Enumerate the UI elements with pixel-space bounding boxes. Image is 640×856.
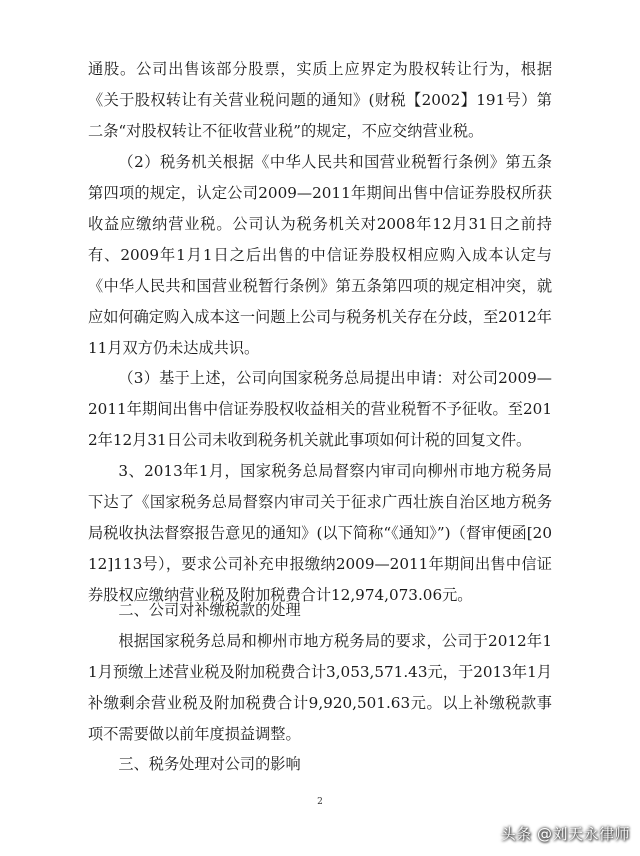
paragraph-section-3: 3、2013年1月，国家税务总局督察内审司向柳州市地方税务局下达了《国家税务总局督察内审司关于征求广西壮族自治区地方税务局税收执法督察报告意见的通知》(以下简称“《通知》”)（督审便函[2012]113号），要求公司补充申报缴纳2009—2011年期间出售中信证券股权应缴纳营业税及附加税费合计12,974,073.06元。 xyxy=(88,462,552,604)
section-heading-2: 二、公司对补缴税款的处理 xyxy=(118,601,301,619)
page-number: 2 xyxy=(317,797,323,807)
paragraph-continuation: 通股。公司出售该部分股票，实质上应界定为股权转让行为，根据《关于股权转让有关营业税问题的通知》(财税【2002】191号）第二条“对股权转让不征收营业税”的规定，不应交纳营业税。 xyxy=(88,60,552,140)
source-watermark: 头条 @刘天永律师 xyxy=(500,825,630,843)
paragraph-item-2: （2）税务机关根据《中华人民共和国营业税暂行条例》第五条第四项的规定，认定公司2009—2011年期间出售中信证券股权所获收益应缴纳营业税。公司认为税务机关对2008年12月31日之前持有、2009年1月1日之后出售的中信证券股权相应购入成本认定与《中华人民共和国营业税暂行条例》第五条第四项的规定相冲突，就应如何确定购入成本这一问题上公司与税务机关存在分歧，至2012年11月双方仍未达成共识。 xyxy=(88,153,552,357)
paragraph-tax-handling: 根据国家税务总局和柳州市地方税务局的要求，公司于2012年11月预缴上述营业税及附加税费合计3,053,571.43元，于2013年1月补缴剩余营业税及附加税费合计9,920,501.63元。以上补缴税款事项不需要做以前年度损益调整。 xyxy=(88,632,552,743)
paragraph-item-3: （3）基于上述，公司向国家税务总局提出申请：对公司2009—2011年期间出售中信证券股权收益相关的营业税暂不予征收。至2012年12月31日公司未收到税务机关就此事项如何计税的回复文件。 xyxy=(88,369,552,449)
section-heading-3: 三、税务处理对公司的影响 xyxy=(118,755,301,773)
